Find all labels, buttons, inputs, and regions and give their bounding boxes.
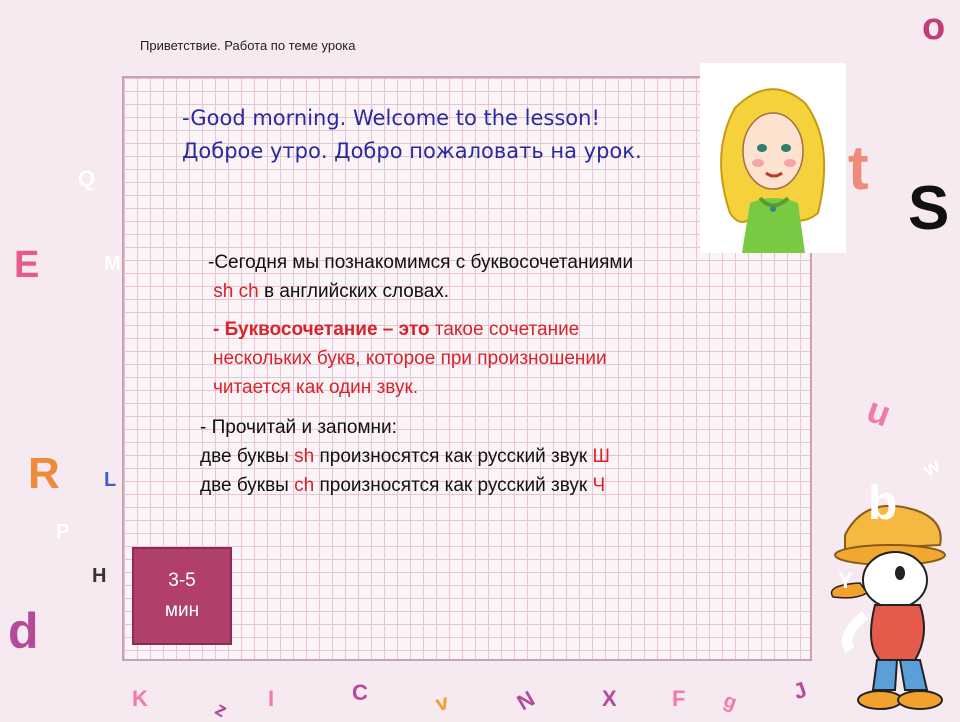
- decorative-letter: I: [268, 686, 275, 711]
- sh-prefix: две буквы: [200, 446, 295, 467]
- decorative-letter: w: [919, 454, 945, 482]
- sh-sound: Ш: [592, 446, 610, 467]
- intro-line2: [208, 277, 633, 306]
- girl-illustration: [700, 63, 846, 253]
- decorative-letter: Y: [838, 568, 853, 593]
- decorative-letter: E: [14, 244, 40, 286]
- intro-line1: -Сегодня мы познакомимся с буквосочетаниями: [208, 252, 634, 273]
- ch-prefix: две буквы: [200, 475, 295, 496]
- ch-mid: произносятся как русский звук: [314, 475, 593, 496]
- decorative-letter: u: [861, 388, 897, 435]
- decorative-letter: b: [868, 477, 898, 530]
- decorative-letter: z: [211, 697, 231, 722]
- decorative-letter: d: [8, 603, 39, 659]
- decorative-letter: X: [602, 686, 617, 711]
- definition-line1-rest: такое сочетание: [429, 319, 580, 340]
- sh-mid: произносятся как русский звук: [314, 446, 593, 467]
- ch-combo: ch: [294, 475, 315, 496]
- definition-line3: читается как один звук.: [213, 377, 419, 398]
- decorative-letter: Q: [78, 166, 96, 191]
- intro-combo: sh ch: [213, 281, 259, 302]
- timer-value: 3-5: [168, 570, 196, 591]
- decorative-letter: N: [512, 685, 539, 716]
- decorative-letter: K: [132, 686, 148, 711]
- remember-ch-line: [200, 471, 610, 500]
- remember-line1: - Прочитай и запомни:: [200, 417, 397, 438]
- definition-paragraph: [213, 315, 607, 402]
- decorative-letter: F: [672, 686, 686, 711]
- timer-badge: [132, 547, 232, 645]
- definition-term: - Буквосочетание – это: [213, 319, 430, 340]
- greeting-block: [182, 102, 642, 168]
- decorative-letter: J: [789, 676, 810, 705]
- decorative-letter: C: [352, 680, 368, 705]
- remember-paragraph: [200, 413, 610, 500]
- decorative-letter: L: [104, 469, 117, 491]
- decorative-letter: H: [92, 565, 107, 587]
- intro-line2-rest: в английских словах.: [258, 281, 450, 302]
- timer-unit: мин: [164, 600, 200, 621]
- definition-line2: нескольких букв, которое при произношении: [213, 348, 607, 369]
- decorative-letter: v: [432, 688, 452, 717]
- decorative-letter: M: [104, 253, 121, 275]
- decorative-letter: g: [720, 689, 740, 715]
- remember-sh-line: [200, 442, 610, 471]
- greeting-russian: Доброе утро. Добро пожаловать на урок.: [182, 139, 642, 163]
- decorative-letter: P: [56, 521, 70, 543]
- definition-line1: [213, 315, 607, 344]
- decorative-letter: R: [28, 449, 60, 498]
- ch-sound: Ч: [592, 475, 606, 496]
- intro-paragraph: [208, 248, 633, 306]
- slide-title: Приветствие. Работа по теме урока: [140, 38, 356, 53]
- sh-combo: sh: [294, 446, 315, 467]
- decorative-letter: S: [908, 174, 950, 243]
- decorative-letter: t: [848, 134, 869, 203]
- greeting-english: -Good morning. Welcome to the lesson!: [182, 106, 600, 130]
- decorative-letter: o: [922, 6, 946, 48]
